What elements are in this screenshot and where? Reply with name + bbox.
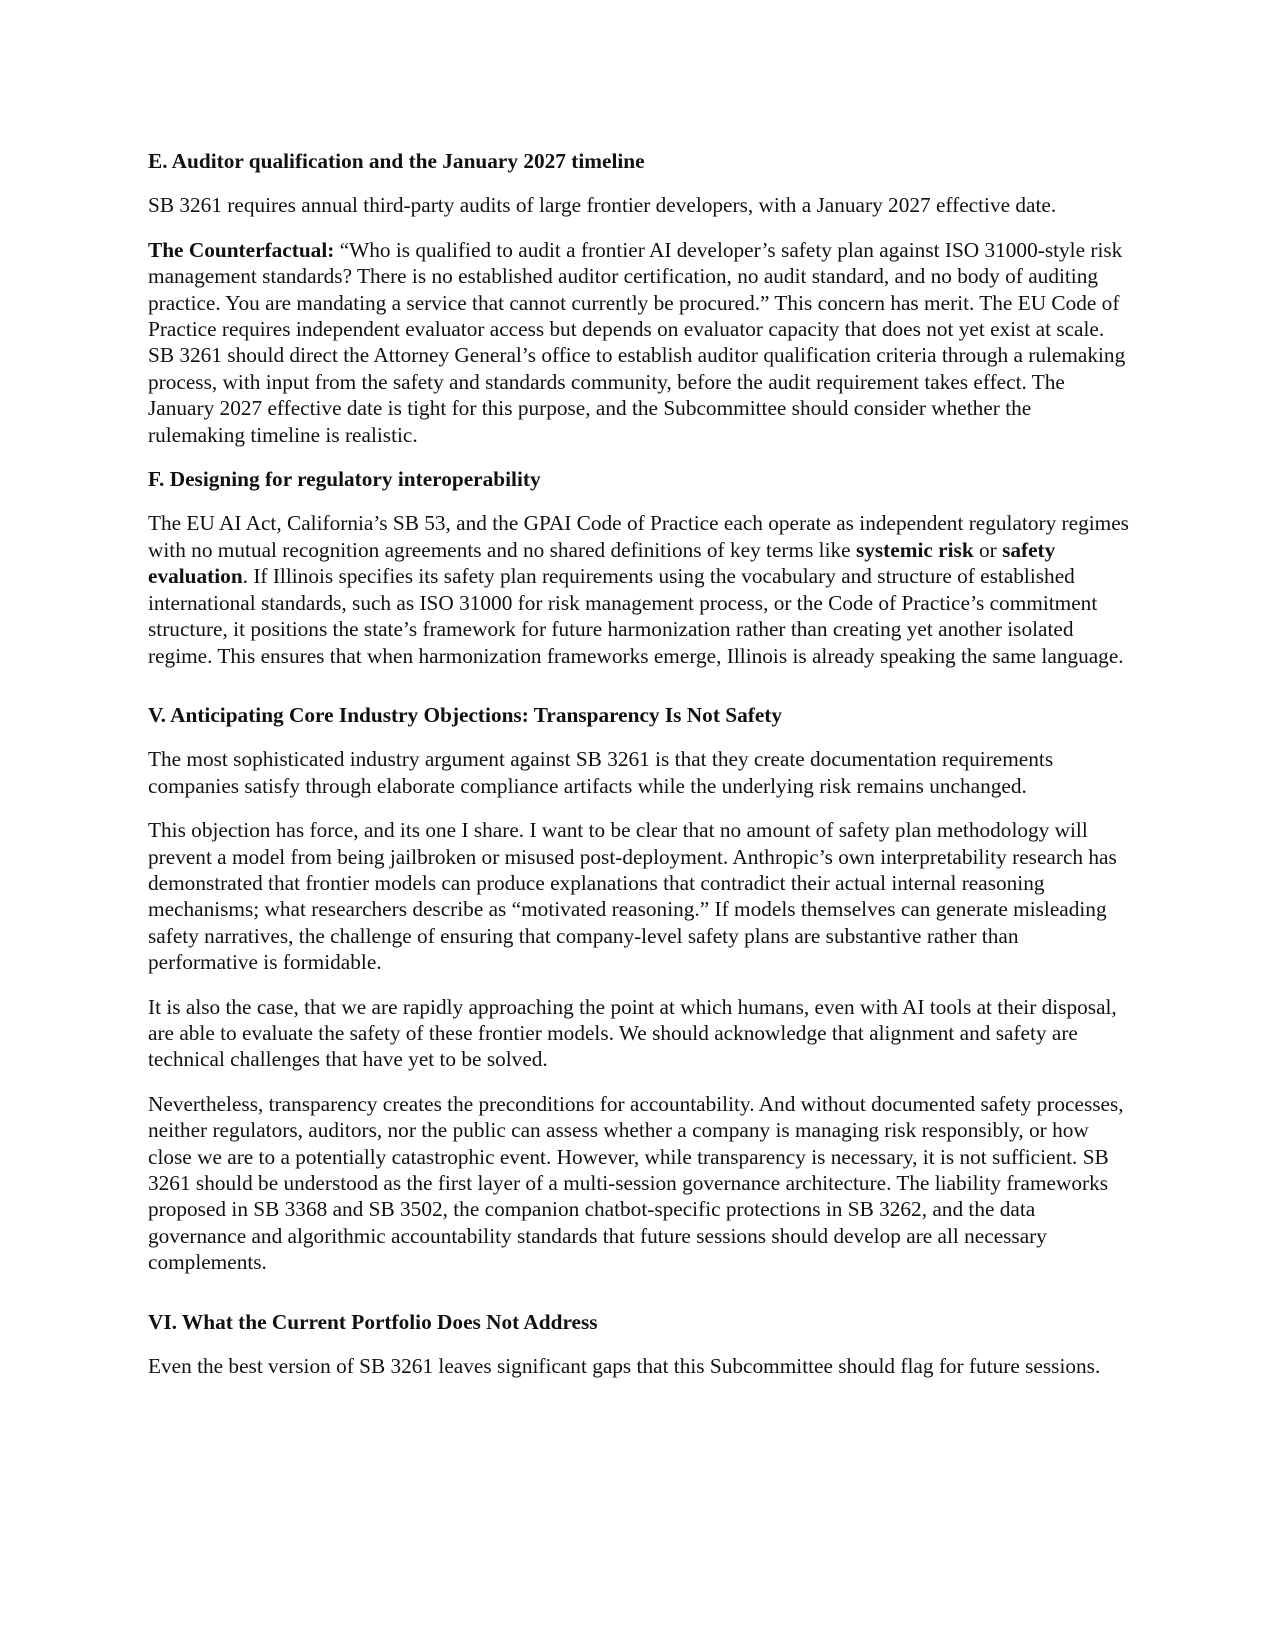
section-e-paragraph-2	[148, 237, 1133, 448]
section-v-paragraph-2: This objection has force, and its one I share. I want to be clear that no amount of safety plan methodology will prevent a model from being jailbroken or misused post-deployment. Anthropic’s own interpretability research has demonstrated that frontier models can produce explanations that contradict their actual internal reasoning mechanisms; what researchers describe as “motivated reasoning.” If models themselves can generate misleading safety narratives, the challenge of ensuring that company-level safety plans are substantive rather than performative is formidable.	[148, 818, 1117, 975]
section-v-paragraph-1: The most sophisticated industry argument against SB 3261 is that they create documentation requirements companies satisfy through elaborate compliance artifacts while the underlying risk remains unchanged.	[148, 747, 1054, 798]
section-e-paragraph-1: SB 3261 requires annual third-party audits of large frontier developers, with a January 2027 effective date.	[148, 193, 1057, 218]
section-vi-paragraph-1: Even the best version of SB 3261 leaves significant gaps that this Subcommittee should flag for future sessions.	[148, 1354, 1101, 1379]
section-v-heading: V. Anticipating Core Industry Objections: Transparency Is Not Safety	[148, 702, 783, 727]
term-systemic-risk: systemic risk	[855, 537, 974, 562]
document-page	[148, 148, 1133, 1397]
section-f-paragraph-1	[148, 510, 1133, 668]
text-run: or	[973, 537, 1003, 562]
section-vi-heading: VI. What the Current Portfolio Does Not Address	[148, 1309, 598, 1334]
section-e-heading: E. Auditor qualification and the January 2027 timeline	[148, 149, 645, 173]
term-safety-evaluation: safety evaluation	[148, 537, 1056, 589]
text-run: . If Illinois specifies its safety plan requirements using the vocabulary and structure of established international standards, such as ISO 31000 for risk management process, or the Code of Practice’s commitment structure, it positions the state’s framework for future harmonization rather than creating yet another isolated regime. This ensures that when harmonization frameworks emerge, Illinois is already speaking the same language.	[148, 564, 1124, 668]
section-v-paragraph-4: Nevertheless, transparency creates the preconditions for accountability. And without documented safety processes, neither regulators, auditors, nor the public can assess whether a company is managing risk responsibly, or how close we are to a potentially catastrophic event. However, while transparency is necessary, it is not sufficient. SB 3261 should be understood as the first layer of a multi-session governance architecture. The liability frameworks proposed in SB 3368 and SB 3502, the companion chatbot-specific protections in SB 3262, and the data governance and algorithmic accountability standards that future sessions should develop are all necessary complements.	[148, 1091, 1124, 1275]
section-v-paragraph-3: It is also the case, that we are rapidly approaching the point at which humans, even with AI tools at their disposal, are able to evaluate the safety of these frontier models. We should acknowledge that alignment and safety are technical challenges that have yet to be solved.	[148, 994, 1117, 1072]
text-run: The EU AI Act, California’s SB 53, and the GPAI Code of Practice each operate as independent regulatory regimes with no mutual recognition agreements and no shared definitions of key terms like	[148, 511, 1129, 562]
section-f-heading: F. Designing for regulatory interoperability	[148, 467, 541, 492]
counterfactual-text: “Who is qualified to audit a frontier AI developer’s safety plan against ISO 31000-style risk management standards? There is no established auditor certification, no audit standard, and no body of auditing practice. You are mandating a service that cannot currently be procured.” This concern has merit. The EU Code of Practice requires independent evaluator access but depends on evaluator capacity that does not yet exist at scale. SB 3261 should direct the Attorney General’s office to establish auditor qualification criteria through a rulemaking process, with input from the safety and standards community, before the audit requirement takes effect. The January 2027 effective date is tight for this purpose, and the Subcommittee should consider whether the rulemaking timeline is realistic.	[148, 237, 1126, 447]
counterfactual-label: The Counterfactual:	[148, 237, 335, 262]
